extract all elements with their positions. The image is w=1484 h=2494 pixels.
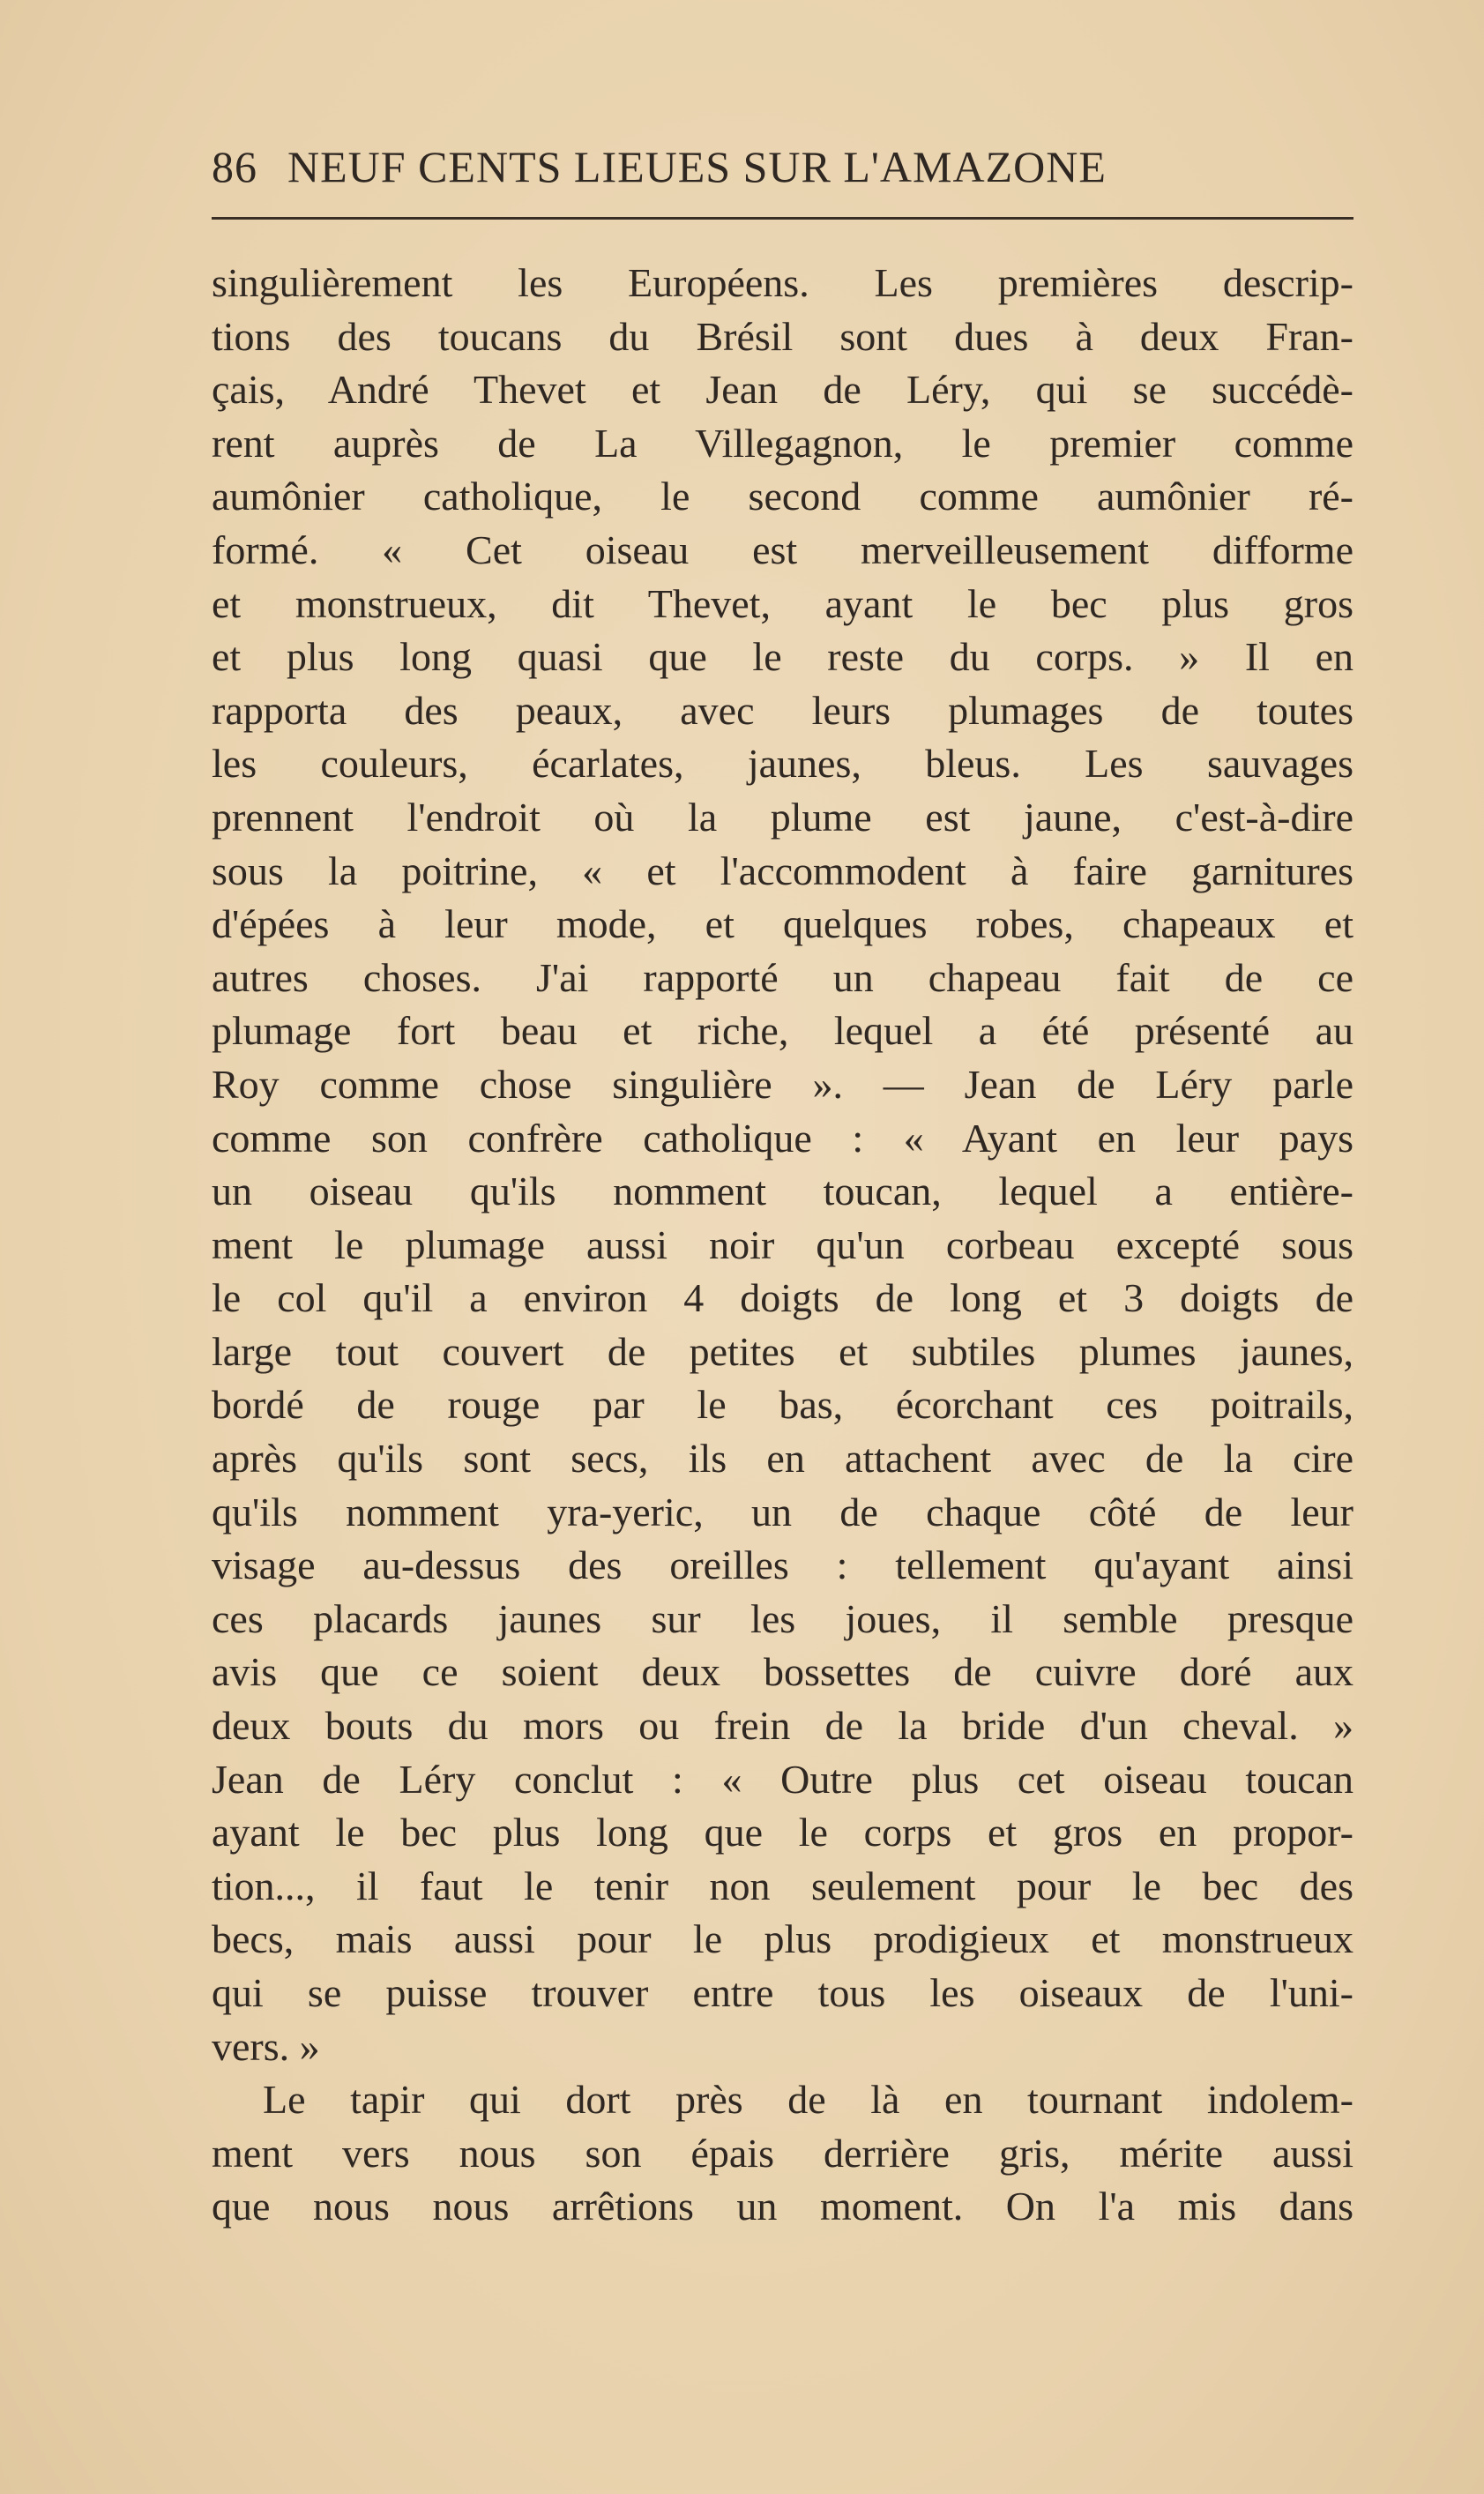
text-line: d'épées à leur mode, et quelques robes, chapeaux et	[212, 901, 1353, 947]
text-line: Roy comme chose singulière ». — Jean de Léry parle	[212, 1061, 1353, 1107]
page-number: 86	[212, 142, 257, 191]
header-rule	[212, 217, 1353, 220]
text-line: Le tapir qui dort près de là en tournant indolem-	[263, 2077, 1353, 2123]
text-line: large tout couvert de petites et subtiles plumes jaunes,	[212, 1328, 1353, 1374]
text-line: tion..., il faut le tenir non seulement pour le bec des	[212, 1863, 1353, 1908]
text-line: le col qu'il a environ 4 doigts de long et 3 doigts de	[212, 1275, 1353, 1321]
text-line: qui se puisse trouver entre tous les oiseaux de l'uni-	[212, 1970, 1353, 2015]
text-line: deux bouts du mors ou frein de la bride d'un cheval. »	[212, 1703, 1353, 1749]
text-line: ayant le bec plus long que le corps et gros en propor-	[212, 1810, 1353, 1856]
text-line: bordé de rouge par le bas, écorchant ces poitrails,	[212, 1382, 1353, 1428]
text-line: qu'ils nomment yra-yeric, un de chaque côté de leur	[212, 1489, 1353, 1534]
text-line: ment vers nous son épais derrière gris, mérite aussi	[212, 2130, 1353, 2176]
text-line: les couleurs, écarlates, jaunes, bleus. Les sauvages	[212, 741, 1353, 787]
running-header	[212, 141, 1353, 203]
text-line: visage au-dessus des oreilles : tellement qu'ayant ainsi	[212, 1542, 1353, 1588]
text-line: çais, André Thevet et Jean de Léry, qui se succédè-	[212, 367, 1353, 413]
text-line: rapporta des peaux, avec leurs plumages de toutes	[212, 687, 1353, 733]
text-line: Jean de Léry conclut : « Outre plus cet oiseau toucan	[212, 1756, 1353, 1802]
text-line: rent auprès de La Villegagnon, le premier comme	[212, 420, 1353, 466]
text-line: singulièrement les Européens. Les premières descrip-	[212, 260, 1353, 305]
text-line: un oiseau qu'ils nomment toucan, lequel a entière-	[212, 1169, 1353, 1214]
text-line: vers. »	[212, 2023, 320, 2069]
text-line: tions des toucans du Brésil sont dues à deux Fran-	[212, 313, 1353, 359]
body-text	[212, 257, 1353, 2234]
text-line: aumônier catholique, le second comme aumônier ré-	[212, 474, 1353, 519]
text-line: sous la poitrine, « et l'accommodent à faire garnitures	[212, 848, 1353, 893]
text-line: autres choses. J'ai rapporté un chapeau fait de ce	[212, 954, 1353, 1000]
text-line: après qu'ils sont secs, ils en attachent avec de la cire	[212, 1436, 1353, 1482]
text-line: plumage fort beau et riche, lequel a été présenté au	[212, 1008, 1353, 1054]
text-line: que nous nous arrêtions un moment. On l'a mis dans	[212, 2184, 1353, 2229]
text-line: prennent l'endroit où la plume est jaune, c'est-à-dire	[212, 794, 1353, 840]
text-line: comme son confrère catholique : « Ayant en leur pays	[212, 1115, 1353, 1161]
text-line: et plus long quasi que le reste du corps. » Il en	[212, 634, 1353, 680]
text-line: formé. « Cet oiseau est merveilleusement difforme	[212, 526, 1353, 572]
text-line: avis que ce soient deux bossettes de cuivre doré aux	[212, 1649, 1353, 1695]
running-title: NEUF CENTS LIEUES SUR L'AMAZONE	[287, 142, 1107, 191]
text-line: becs, mais aussi pour le plus prodigieux et monstrueux	[212, 1916, 1353, 1962]
text-line: ces placards jaunes sur les joues, il semble presque	[212, 1595, 1353, 1641]
text-line: ment le plumage aussi noir qu'un corbeau excepté sous	[212, 1221, 1353, 1267]
text-line: et monstrueux, dit Thevet, ayant le bec plus gros	[212, 580, 1353, 626]
